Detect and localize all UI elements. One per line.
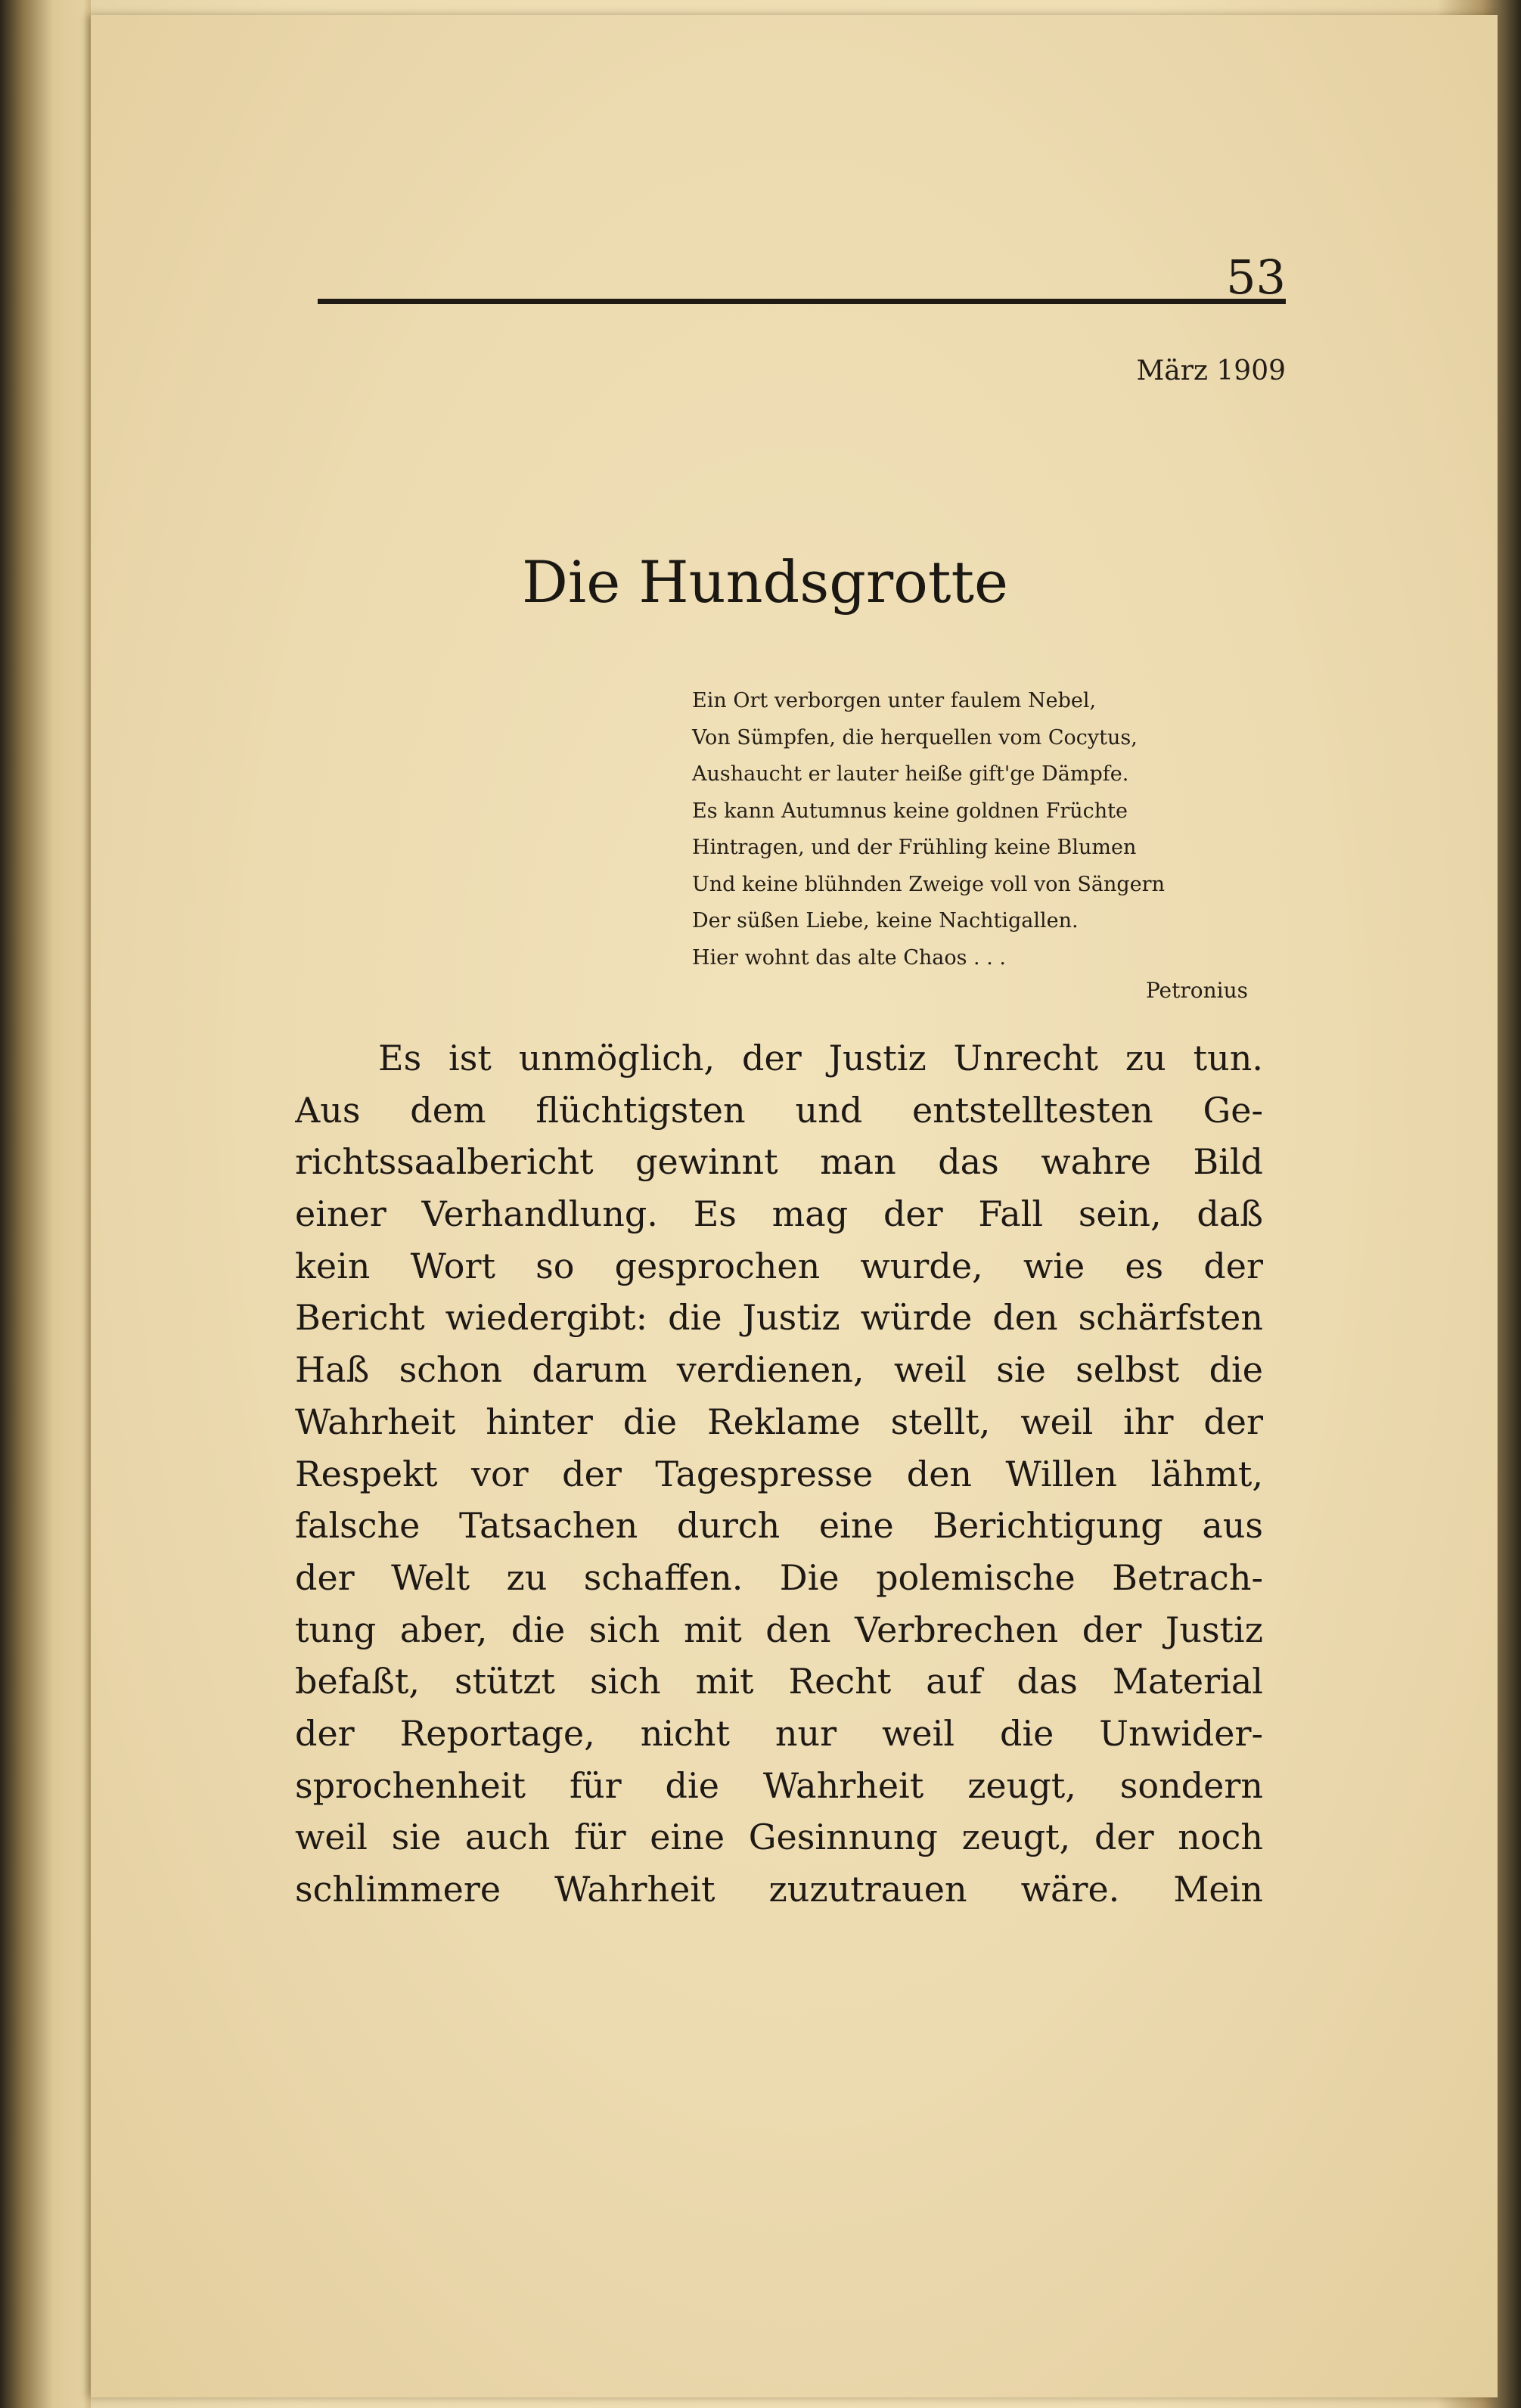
epigraph	[692, 683, 1282, 976]
body-line: richtssaalbericht gewinnt man das wahre Bild	[295, 1141, 1263, 1183]
body-line: Respekt vor der Tagespresse den Willen lähmt,	[295, 1453, 1263, 1494]
body-line: tung aber, die sich mit den Verbrechen der Justiz	[295, 1609, 1263, 1650]
page-number: 53	[1226, 250, 1286, 305]
header-rule	[318, 299, 1286, 304]
body-line: weil sie auch für eine Gesinnung zeugt, der noch	[295, 1817, 1263, 1858]
body-line: Haß schon darum verdienen, weil sie selbst die	[295, 1349, 1263, 1391]
body-line: der Welt zu schaffen. Die polemische Betrach-	[295, 1556, 1263, 1598]
epigraph-line: Der süßen Liebe, keine Nachtigallen.	[692, 909, 1079, 932]
epigraph-line: Und keine blühnden Zweige voll von Sängern	[692, 872, 1165, 896]
epigraph-attribution: Petronius	[1145, 978, 1248, 1003]
body-line: falsche Tatsachen durch eine Berichtigung aus	[295, 1505, 1263, 1547]
previous-page-edge	[0, 0, 91, 2408]
body-line: Es ist unmöglich, der Justiz Unrecht zu tun.	[378, 1038, 1263, 1078]
epigraph-line: Hier wohnt das alte Chaos . . .	[692, 945, 1006, 970]
article-body	[295, 1032, 1263, 1916]
body-line: Aus dem flüchtigsten und entstelltesten Ge-	[295, 1089, 1263, 1131]
body-line: einer Verhandlung. Es mag der Fall sein, daß	[295, 1193, 1263, 1235]
body-line: kein Wort so gesprochen wurde, wie es der	[295, 1245, 1263, 1286]
article-title: Die Hundsgrotte	[522, 548, 1008, 616]
epigraph-line: Hintragen, und der Frühling keine Blumen	[692, 836, 1137, 859]
body-line: der Reportage, nicht nur weil die Unwider-	[295, 1712, 1263, 1754]
epigraph-line: Von Sümpfen, die herquellen vom Cocytus,	[692, 725, 1138, 749]
body-line: befaßt, stützt sich mit Recht auf das Material	[295, 1661, 1263, 1702]
body-line: Wahrheit hinter die Reklame stellt, weil ihr der	[295, 1401, 1263, 1442]
epigraph-line: Es kann Autumnus keine goldnen Früchte	[692, 799, 1128, 823]
issue-date: März 1909	[1136, 355, 1286, 386]
body-line: Bericht wiedergibt: die Justiz würde den schärfsten	[295, 1297, 1263, 1339]
epigraph-line: Ein Ort verborgen unter faulem Nebel,	[692, 689, 1097, 712]
body-line: schlimmere Wahrheit zuzutrauen wäre. Mein	[295, 1869, 1263, 1910]
body-line: sprochenheit für die Wahrheit zeugt, sondern	[295, 1764, 1263, 1806]
epigraph-line: Aushaucht er lauter heiße gift'ge Dämpfe.	[692, 762, 1129, 786]
